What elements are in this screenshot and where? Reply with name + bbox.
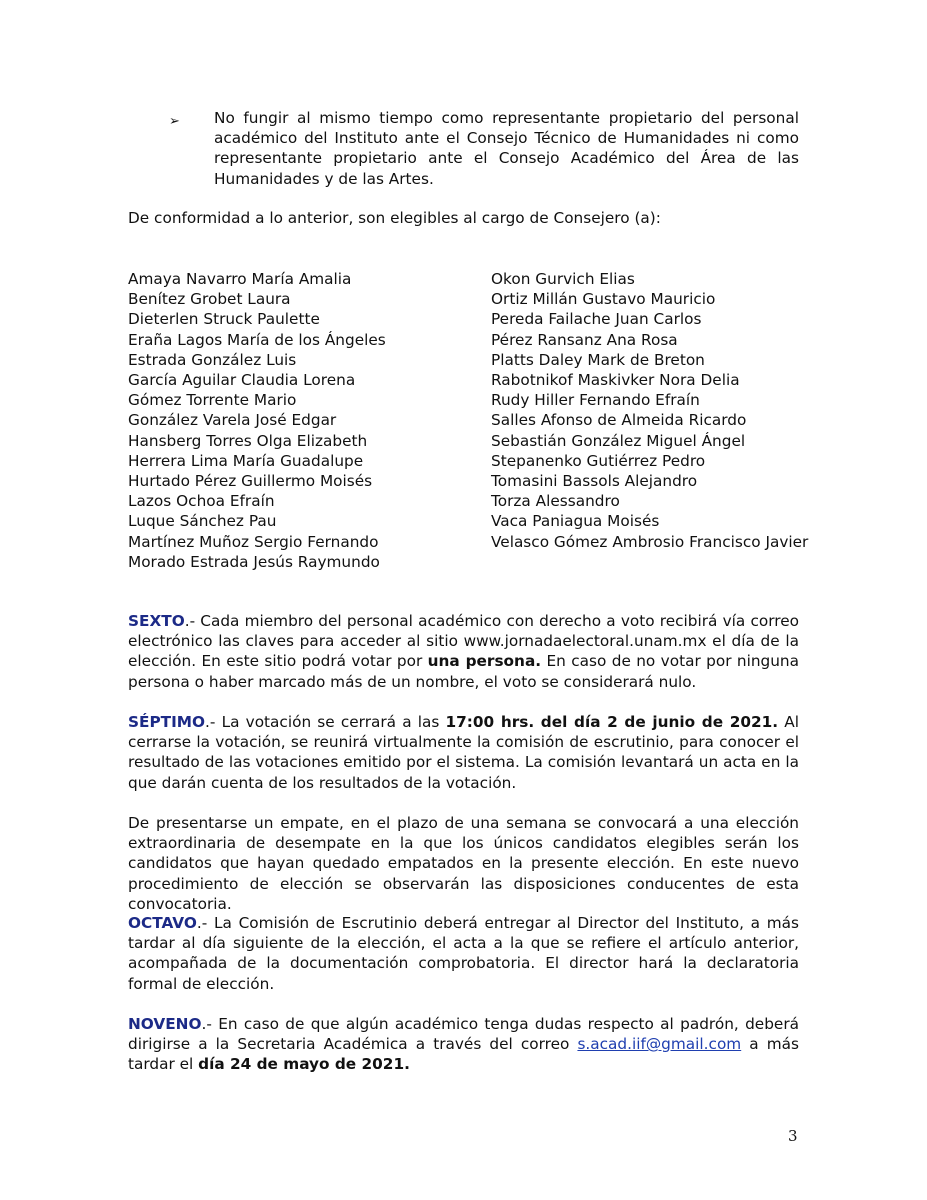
septimo-text-2: Al cerrarse la votación, se reunirá virtualmente la comisión de escrutinio, para conocer el resultado de las votaciones emitido por el sistema. La comisión levantará un acta en la que darán cuenta de los resultados de la votación. (128, 713, 800, 792)
candidate-name: García Aguilar Claudia Lorena (128, 371, 356, 390)
candidate-name: Pérez Ransanz Ana Rosa (491, 330, 678, 349)
candidate-name: Herrera Lima María Guadalupe (128, 451, 364, 470)
candidate-name: Ortiz Millán Gustavo Mauricio (491, 290, 716, 309)
sexto-text-1: .- Cada miembro del personal académico con derecho a voto recibirá vía correo electrónico las claves para acceder al sitio www.jornadaelectoral.unam.mx el día de la elección. En este sitio podrá votar por (128, 612, 799, 671)
septimo-paragraph (128, 712, 799, 793)
septimo-heading: SÉPTIMO (128, 713, 206, 731)
candidate-name: Sebastián González Miguel Ángel (491, 431, 746, 450)
candidate-name: Estrada González Luis (128, 350, 297, 369)
bullet-paragraph: No fungir al mismo tiempo como representante propietario del personal académico del Instituto ante el Consejo Técnico de Humanidades ni como representante propietario ante el Consejo Académico del Área de las Humanidades y de las Artes. (214, 109, 799, 188)
candidate-name: Vaca Paniagua Moisés (491, 512, 660, 531)
candidate-name: Stepanenko Gutiérrez Pedro (491, 451, 706, 470)
candidate-name: González Varela José Edgar (128, 411, 337, 430)
page-number: 3 (788, 1127, 798, 1145)
candidate-name: Amaya Navarro María Amalia (128, 270, 352, 288)
candidate-list-right (491, 269, 831, 552)
candidate-list-left (128, 269, 468, 572)
septimo-bold: 17:00 hrs. del día 2 de junio de 2021. (445, 713, 779, 731)
candidate-name: Dieterlen Struck Paulette (128, 310, 320, 329)
candidate-name: Hansberg Torres Olga Elizabeth (128, 431, 368, 450)
email-link[interactable]: s.acad.iif@gmail.com (577, 1035, 742, 1054)
sexto-heading: SEXTO (128, 612, 185, 630)
noveno-bold: día 24 de mayo de 2021. (198, 1055, 410, 1074)
candidate-name: Lazos Ochoa Efraín (128, 492, 275, 511)
octavo-paragraph (128, 913, 799, 994)
candidate-name: Luque Sánchez Pau (128, 512, 277, 531)
candidate-name: Rudy Hiller Fernando Efraín (491, 391, 700, 410)
candidate-name: Gómez Torrente Mario (128, 391, 297, 410)
noveno-paragraph (128, 1014, 799, 1075)
noveno-text-1: .- En caso de que algún académico tenga dudas respecto al padrón, deberá dirigirse a la Secretaria Académica a través del correo (128, 1015, 799, 1054)
candidate-name: Martínez Muñoz Sergio Fernando (128, 532, 379, 551)
candidate-name: Eraña Lagos María de los Ángeles (128, 330, 386, 349)
septimo-text-1: .- La votación se cerrará a las (205, 713, 446, 731)
candidate-name: Torza Alessandro (491, 492, 620, 511)
candidate-name: Okon Gurvich Elias (491, 270, 635, 288)
candidate-name: Benítez Grobet Laura (128, 290, 291, 309)
sexto-paragraph (128, 611, 799, 692)
sexto-bold: una persona. (427, 652, 542, 671)
sexto-text-2: En caso de no votar por ninguna persona o haber marcado más de un nombre, el voto se considerará nulo. (128, 652, 799, 691)
eligibility-intro: De conformidad a lo anterior, son elegibles al cargo de Consejero (a): (128, 209, 661, 227)
candidate-name: Velasco Gómez Ambrosio Francisco Javier (491, 532, 809, 551)
candidate-name: Platts Daley Mark de Breton (491, 350, 705, 369)
noveno-heading: NOVENO (128, 1015, 202, 1033)
arrow-bullet-icon: ➢ (169, 114, 180, 129)
empate-paragraph: De presentarse un empate, en el plazo de una semana se convocará a una elección extraordinaria de desempate en la que los únicos candidatos elegibles serán los candidatos que hayan quedado empatados en la presente elección. En este nuevo procedimiento de elección se observarán las disposiciones conducentes de esta convocatoria. (128, 814, 799, 913)
candidate-name: Salles Afonso de Almeida Ricardo (491, 411, 747, 430)
octavo-heading: OCTAVO (128, 914, 197, 932)
candidate-name: Hurtado Pérez Guillermo Moisés (128, 472, 373, 491)
noveno-text-2: a más tardar el (128, 1035, 799, 1074)
candidate-name: Pereda Failache Juan Carlos (491, 310, 702, 329)
candidate-name: Rabotnikof Maskivker Nora Delia (491, 371, 740, 390)
candidate-name: Morado Estrada Jesús Raymundo (128, 552, 380, 571)
octavo-text-1: .- La Comisión de Escrutinio deberá entregar al Director del Instituto, a más tardar al día siguiente de la elección, el acta a la que se refiere el artículo anterior, acompañada de la documentación comprobatoria. El director hará la declaratoria formal de elección. (128, 914, 799, 993)
candidate-name: Tomasini Bassols Alejandro (491, 472, 698, 491)
